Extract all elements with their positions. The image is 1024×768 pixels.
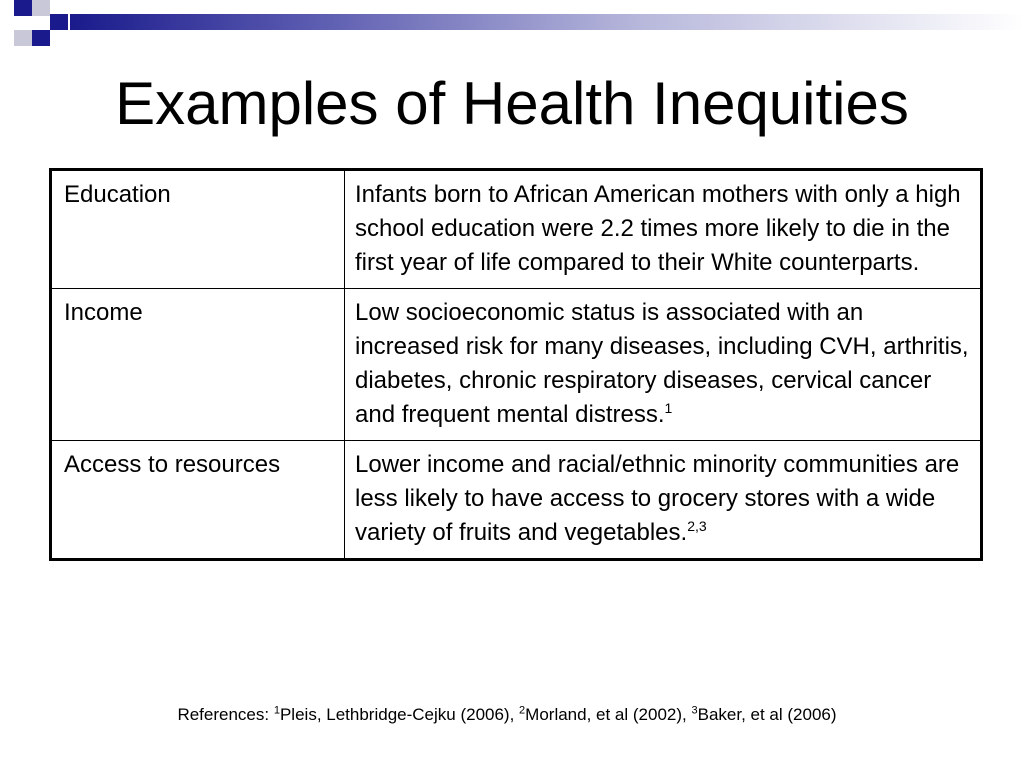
decor-square [50,14,68,30]
description-cell [345,441,982,560]
slide-title: Examples of Health Inequities [115,70,909,137]
references-line [0,704,1014,726]
category-cell: Income [51,289,345,441]
inequities-table-container [49,168,983,561]
inequities-table [49,168,983,561]
category-cell: Access to resources [51,441,345,560]
reference-text: Pleis, Lethbridge-Cejku (2006), [279,705,520,724]
citation-superscript: 2,3 [687,518,707,534]
table-row [51,289,982,441]
decor-square [14,0,32,16]
reference-text: Baker, et al (2006) [697,705,837,724]
decor-square [0,14,14,30]
decor-gradient-bar [70,14,1024,30]
category-cell: Education [51,170,345,289]
table-row [51,170,982,289]
description-cell [345,170,982,289]
decor-square [14,30,32,46]
references-prefix: References: [177,705,274,724]
reference-number: 3 [691,704,698,717]
description-cell [345,289,982,441]
description-text: Lower income and racial/ethnic minority communities are less likely to have access to grocery stores with a wide variety of fruits and vegetables. [355,451,960,546]
reference-text: Morland, et al (2002), [525,705,692,724]
description-text: Low socioeconomic status is associated with an increased risk for many diseases, including CVH, arthritis, diabetes, chronic respiratory diseases, cervical cancer and frequent mental distress. [355,299,969,428]
description-text: Infants born to African American mothers with only a high school education were 2.2 times more likely to die in the first year of life compared to their White counterparts. [355,181,961,276]
reference-number: 2 [519,704,526,717]
decor-square [32,30,50,46]
table-row [51,441,982,560]
header-decoration [0,0,1024,48]
citation-superscript: 1 [664,400,673,416]
decor-square [32,0,50,16]
reference-number: 1 [273,704,280,717]
